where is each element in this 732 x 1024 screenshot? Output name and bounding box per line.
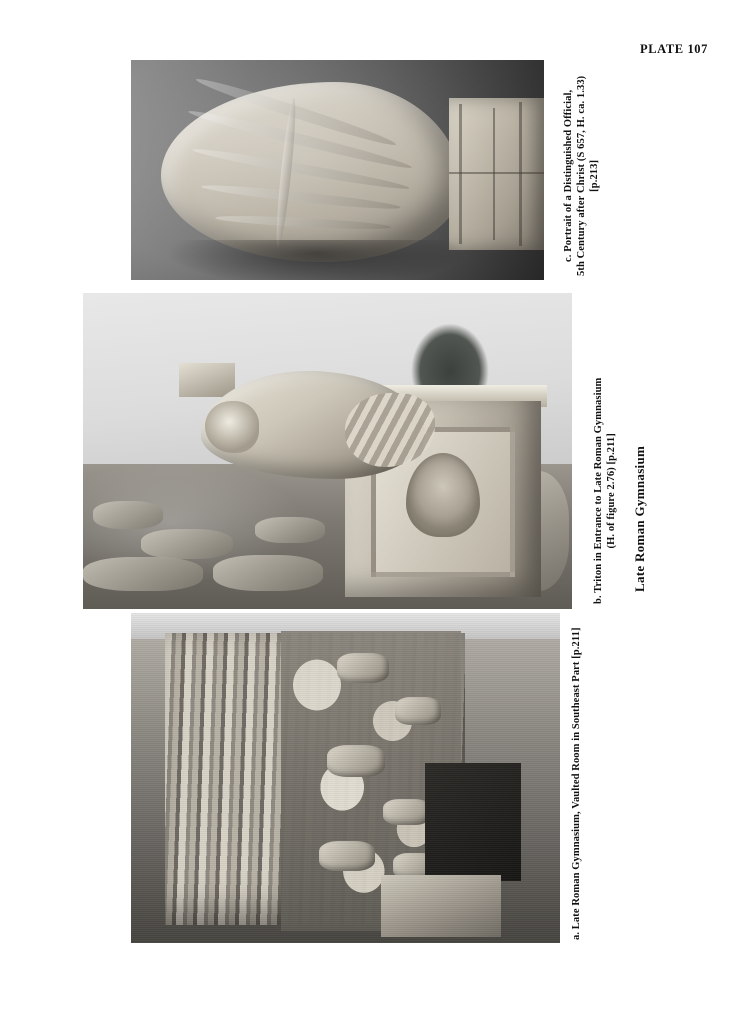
section-heading: Late Roman Gymnasium xyxy=(632,445,647,592)
wall-stone xyxy=(319,841,375,871)
rubble-stone xyxy=(255,517,325,543)
rubble-stone xyxy=(93,501,163,529)
rubble-stone xyxy=(83,557,203,591)
rubble-stone xyxy=(141,529,233,559)
wall-stone xyxy=(327,745,385,777)
wall-stone xyxy=(337,653,389,683)
plate-number: PLATE 107 xyxy=(639,42,708,56)
figure-a-caption: a. Late Roman Gymnasium, Vaulted Room in Southeast Part [p.211] xyxy=(571,627,582,940)
figure-b-image xyxy=(83,293,572,609)
dark-doorway xyxy=(425,763,521,881)
figure-c-caption: c. Portrait of a Distinguished Official, 5th Century after Christ (S 657, H. ca. 1.33) [p.213] xyxy=(563,75,601,276)
wall-stone xyxy=(383,799,431,825)
broken-slab xyxy=(179,363,235,397)
photo-vignette xyxy=(131,60,544,280)
wall-stone xyxy=(395,697,441,725)
figure-a-image xyxy=(131,613,560,943)
triton-head xyxy=(205,401,259,453)
figure-b-caption: b. Triton in Entrance to Late Roman Gymnasium (H. of figure 2.76) [p.211] xyxy=(593,377,618,604)
foreground-block xyxy=(381,875,501,937)
rubble-stone xyxy=(213,555,323,591)
figure-c-image xyxy=(131,60,544,280)
